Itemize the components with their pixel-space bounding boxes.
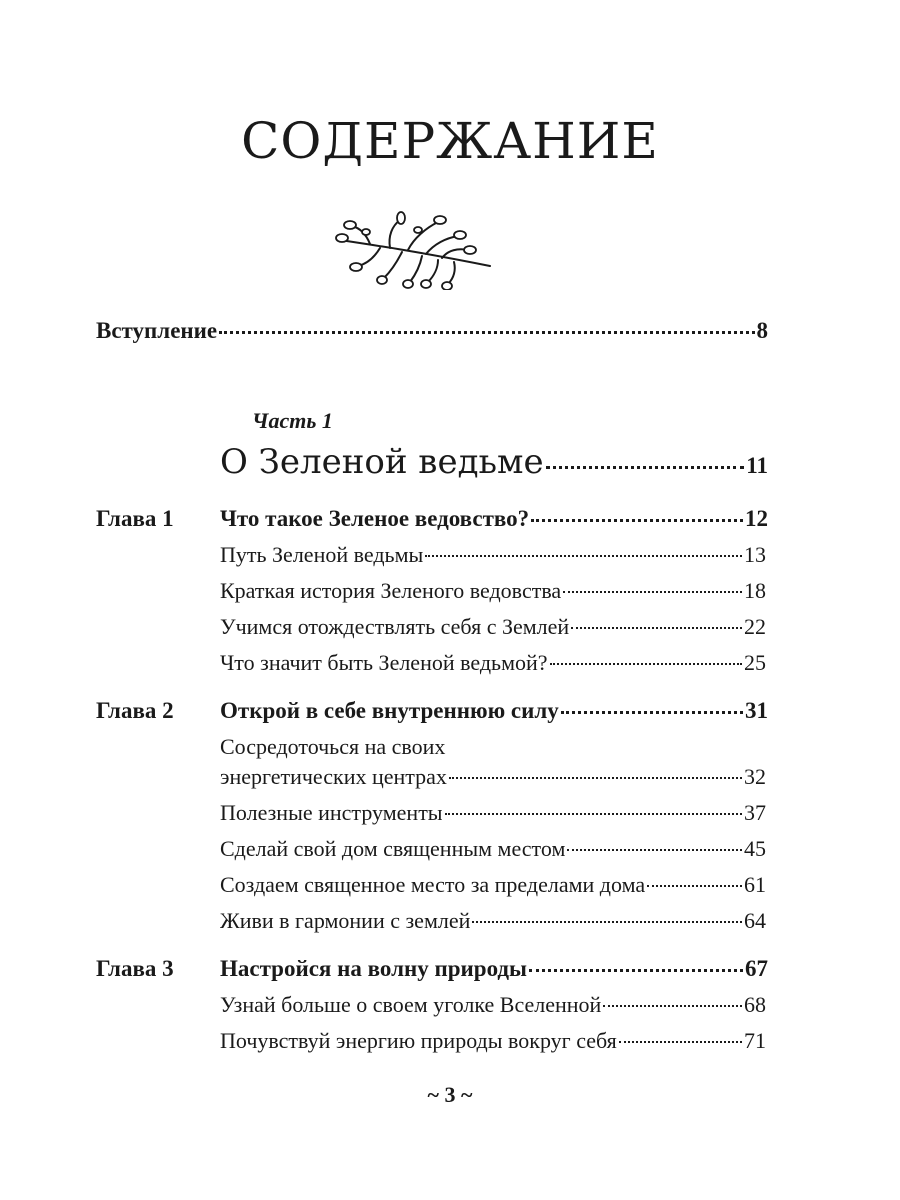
dot-leader xyxy=(529,969,743,972)
chapter-label: Глава 2 xyxy=(96,698,174,723)
toc-page-number: 18 xyxy=(744,578,766,603)
dot-leader xyxy=(619,1041,742,1043)
toc-entry-section[interactable] xyxy=(220,542,766,568)
dot-leader xyxy=(563,591,742,593)
toc-page-number: 25 xyxy=(744,650,766,675)
section-title: Путь Зеленой ведьмы xyxy=(220,542,424,567)
toc-page-number: 61 xyxy=(744,872,766,897)
toc-entry-chapter-1[interactable] xyxy=(220,506,768,532)
section-title: Почувствуй энергию природы вокруг себя xyxy=(220,1028,617,1053)
toc-page-number: 64 xyxy=(744,908,766,933)
toc-entry-section[interactable] xyxy=(220,1028,766,1054)
part-title: О Зеленой ведьме xyxy=(220,442,544,482)
dot-leader xyxy=(603,1005,742,1007)
toc-page-number: 11 xyxy=(746,453,768,478)
toc-entry-section[interactable] xyxy=(220,578,766,604)
toc-page-number: 71 xyxy=(744,1028,766,1053)
toc-entry-chapter-2[interactable] xyxy=(220,698,768,724)
toc-entry-section[interactable] xyxy=(220,800,766,826)
herb-sprig-icon xyxy=(330,208,500,290)
toc-page-number: 13 xyxy=(744,542,766,567)
dot-leader xyxy=(647,885,742,887)
page-title: СОДЕРЖАНИЕ xyxy=(241,112,659,170)
toc-entry-title: Вступление xyxy=(96,318,218,343)
chapter-title: Открой в себе внутреннюю силу xyxy=(220,698,559,723)
section-title-line-1: Сосредоточься на своих xyxy=(220,734,446,759)
toc-entry-section[interactable] xyxy=(220,836,766,862)
toc-entry-section[interactable] xyxy=(220,650,766,676)
dot-leader xyxy=(561,711,743,714)
toc-page-number: 12 xyxy=(745,506,768,531)
page-footer-number: ~ 3 ~ xyxy=(427,1082,473,1107)
toc-page-number: 31 xyxy=(745,698,768,723)
dot-leader xyxy=(449,777,742,779)
toc-entry-intro[interactable] xyxy=(96,318,768,344)
toc-entry-section[interactable] xyxy=(220,908,766,934)
part-label: Часть 1 xyxy=(252,408,333,433)
toc-entry-chapter-3[interactable] xyxy=(220,956,768,982)
dot-leader xyxy=(550,663,742,665)
dot-leader xyxy=(472,921,742,923)
section-title: Что значит быть Зеленой ведьмой? xyxy=(220,650,548,675)
chapter-title: Настройся на волну природы xyxy=(220,956,528,981)
dot-leader xyxy=(219,331,754,334)
toc-entry-section[interactable] xyxy=(220,872,766,898)
dot-leader xyxy=(571,627,742,629)
dot-leader xyxy=(425,555,742,557)
section-title: Узнай больше о своем уголке Вселенной xyxy=(220,992,602,1017)
section-title: Краткая история Зеленого ведовства xyxy=(220,578,562,603)
toc-entry-section[interactable] xyxy=(220,764,766,790)
section-title: энергетических центрах xyxy=(220,764,447,789)
toc-page-number: 8 xyxy=(756,318,768,343)
dot-leader xyxy=(445,813,742,815)
chapter-title: Что такое Зеленое ведовство? xyxy=(220,506,530,531)
chapter-label: Глава 1 xyxy=(96,506,174,531)
toc-page-number: 68 xyxy=(744,992,766,1017)
section-title: Полезные инструменты xyxy=(220,800,443,825)
toc-entry-part-1[interactable] xyxy=(220,442,768,482)
toc-page-number: 37 xyxy=(744,800,766,825)
toc-entry-section[interactable] xyxy=(220,992,766,1018)
dot-leader xyxy=(546,466,745,469)
section-title: Создаем священное место за пределами дома xyxy=(220,872,646,897)
toc-entry-section[interactable] xyxy=(220,614,766,640)
toc-page-number: 67 xyxy=(745,956,768,981)
toc-page-number: 45 xyxy=(744,836,766,861)
section-title: Сделай свой дом священным местом xyxy=(220,836,566,861)
toc-page-number: 32 xyxy=(744,764,766,789)
chapter-label: Глава 3 xyxy=(96,956,174,981)
section-title: Учимся отождествлять себя с Землей xyxy=(220,614,570,639)
section-title: Живи в гармонии с землей xyxy=(220,908,471,933)
dot-leader xyxy=(567,849,742,851)
dot-leader xyxy=(531,519,743,522)
toc-page-number: 22 xyxy=(744,614,766,639)
